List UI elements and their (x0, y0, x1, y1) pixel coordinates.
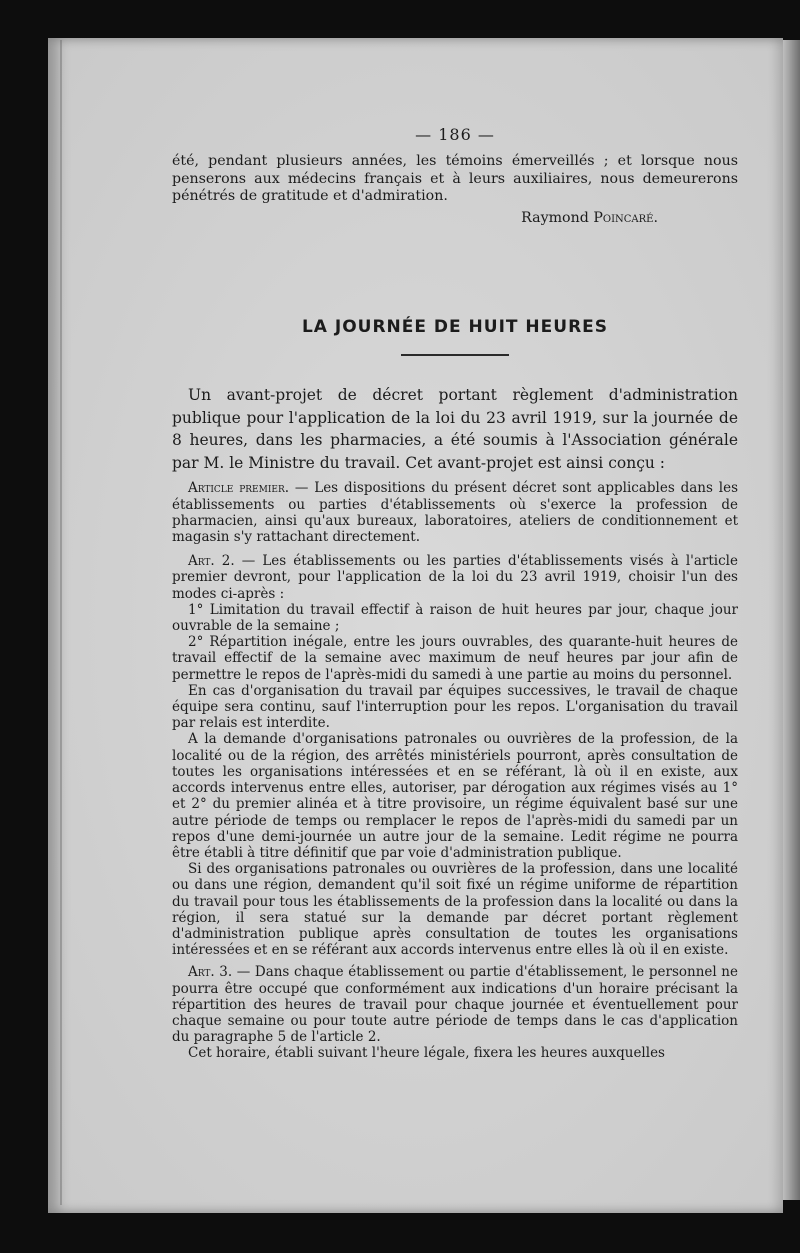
page-number: — 186 — (415, 125, 495, 144)
page-content (172, 126, 738, 1062)
signature (172, 210, 738, 227)
article-2-item-2: 2° Répartition inégale, entre les jours ouvrables, des quarante-huit heures de travail effectif de la semaine avec maximum de neuf heures par jour afin de permettre le repos de l'après-midi du samedi à une partie au moins du personnel. (172, 634, 738, 683)
page-fold-line (60, 40, 62, 1205)
signature-last-name: Poincaré. (593, 209, 658, 226)
article-1-label: Article premier. (188, 480, 290, 497)
article-1-text: — Les dispositions du présent décret sont applicables dans les établissements ou parties d'établissements où s'exerce la profession de pharmacien, ainsi qu'aux bureaux, laboratoires, ateliers de conditionnement et magasin s'y rattachant directement. (172, 480, 738, 546)
article-2-label: Art. 2. (188, 553, 235, 570)
article-2-paragraph-5: Si des organisations patronales ou ouvrières de la profession, dans une localité ou dans une région, demandent qu'il soit fixé un régime uniforme de répartition du travail pour tous les établissements de la profession dans la localité ou dans la région, il sera statué sur la demande par décret portant règlement d'administration publique après consultation de toutes les organisations intéressées et en se référant aux accords intervenus entre elles là où il en existe. (172, 861, 738, 959)
article-2-text: — Les établissements ou les parties d'établissements visés à l'article premier devront, pour l'application de la loi du 23 avril 1919, choisir l'un des modes ci-après : (172, 553, 738, 602)
title-rule (401, 354, 509, 356)
article-title: LA JOURNÉE DE HUIT HEURES (301, 317, 609, 338)
final-line: Cet horaire, établi suivant l'heure légale, fixera les heures auxquelles (188, 1045, 665, 1062)
article-2-item-1: 1° Limitation du travail effectif à raison de huit heures par jour, chaque jour ouvrable de la semaine ; (172, 601, 738, 635)
opening-paragraph: été, pendant plusieurs années, les témoins émerveillés ; et lorsque nous penserons aux médecins français et à leurs auxiliaires, nous demeurerons pénétrés de gratitude et d'admiration. (172, 153, 738, 205)
article-3 (172, 964, 738, 1045)
signature-first-name: Raymond (521, 209, 589, 226)
article-3-text: — Dans chaque établissement ou partie d'établissement, le personnel ne pourra être occupé que conformément aux indications d'un horaire précisant la répartition des heures de travail pour chaque journée et éventuellement pour chaque semaine ou pour toute autre période de temps dans le cas d'application du paragraphe 5 de l'article 2. (172, 964, 738, 1046)
article-1 (172, 480, 738, 545)
article-3-label: Art. 3. (188, 964, 233, 981)
intro-paragraph: Un avant-projet de décret portant règlement d'administration publique pour l'application de la loi du 23 avril 1919, sur la journée de 8 heures, dans les pharmacies, a été soumis à l'Association générale par M. le Ministre du travail. Cet avant-projet est ainsi conçu : (172, 386, 738, 472)
article-2-paragraph-3: En cas d'organisation du travail par équipes successives, le travail de chaque équipe sera continu, sauf l'interruption pour les repos. L'organisation du travail par relais est interdite. (172, 682, 738, 732)
article-2 (172, 553, 738, 602)
article-2-paragraph-4: A la demande d'organisations patronales ou ouvrières de la profession, de la localité ou de la région, des arrêtés ministériels pourront, après consultation de toutes les organisations intéressées et en se référant, là où il en existe, aux accords intervenus entre elles, autoriser, par dérogation aux régimes visés au 1° et 2° du premier alinéa et à titre provisoire, un régime équivalent basé sur une autre période de temps ou remplacer le repos de l'après-midi du samedi par un repos d'une demi-journée un autre jour de la semaine. Ledit régime ne pourra être établi à titre définitif que par voie d'administration publique. (172, 731, 738, 861)
